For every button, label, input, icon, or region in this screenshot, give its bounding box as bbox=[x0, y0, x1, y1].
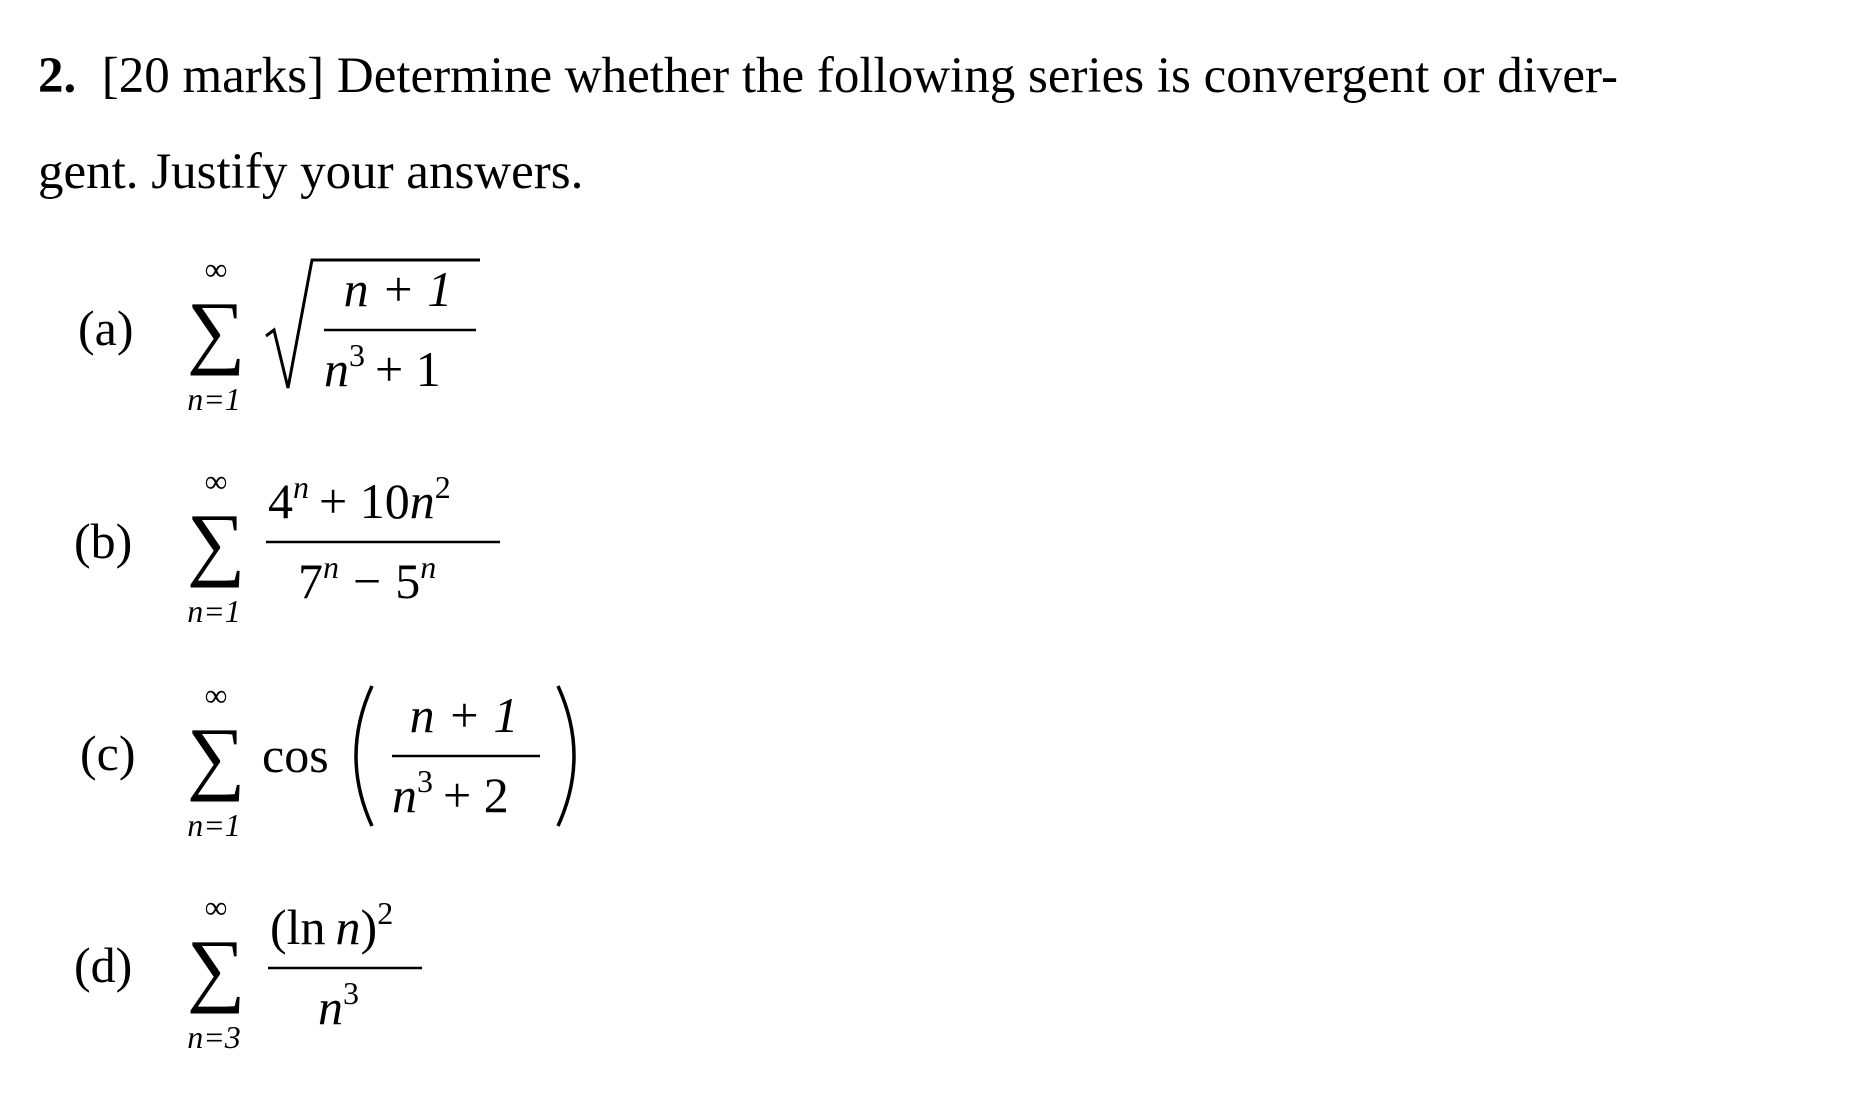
part-c-function-name: cos bbox=[262, 727, 329, 783]
part-a-denominator-base: n bbox=[324, 341, 349, 397]
part-b-label: (b) bbox=[74, 513, 133, 569]
part-c-numerator: n + 1 bbox=[409, 687, 519, 743]
part-c-denominator bbox=[392, 763, 509, 823]
part-c-sum-lower: n=1 bbox=[187, 807, 241, 843]
part-b bbox=[74, 463, 500, 629]
part-a-denominator-exponent: 3 bbox=[349, 337, 365, 373]
part-c-sum-symbol: ∑ bbox=[186, 711, 246, 802]
part-b-sum-symbol: ∑ bbox=[186, 497, 246, 588]
part-b-sum-upper: ∞ bbox=[204, 463, 228, 499]
part-a-denominator bbox=[324, 337, 441, 397]
part-a bbox=[78, 251, 480, 417]
part-a-sum-symbol: ∑ bbox=[186, 285, 246, 376]
part-b-sum-lower: n=1 bbox=[187, 593, 241, 629]
part-c bbox=[80, 677, 574, 843]
part-b-denominator bbox=[298, 549, 436, 609]
part-b-numerator-exponent-1: n bbox=[293, 469, 309, 505]
part-d-numerator bbox=[270, 895, 393, 955]
part-c-right-parenthesis bbox=[558, 686, 574, 826]
question-prompt-line-2: gent. Justify your answers. bbox=[38, 144, 584, 200]
part-b-denominator-exponent-2: n bbox=[420, 549, 437, 585]
part-b-numerator-base-2: n bbox=[409, 473, 435, 529]
part-d-sum-upper: ∞ bbox=[204, 889, 228, 925]
part-c-sum-upper: ∞ bbox=[204, 677, 228, 713]
part-b-denominator-base-2: 5 bbox=[395, 553, 421, 609]
part-b-denominator-middle: − bbox=[353, 553, 382, 609]
part-d bbox=[74, 889, 422, 1055]
part-c-label: (c) bbox=[80, 725, 136, 781]
part-c-denominator-base: n bbox=[392, 767, 417, 823]
part-c-denominator-rest: + 2 bbox=[443, 767, 509, 823]
part-c-left-parenthesis bbox=[356, 686, 372, 826]
part-d-numerator-open: (ln bbox=[270, 899, 326, 955]
part-d-denominator-base: n bbox=[318, 979, 343, 1035]
part-d-numerator-close: ) bbox=[360, 899, 378, 955]
part-d-sum-symbol: ∑ bbox=[186, 923, 246, 1014]
part-a-sum-upper: ∞ bbox=[204, 251, 228, 287]
question-marks: [20 marks] bbox=[101, 48, 325, 104]
part-b-denominator-exponent-1: n bbox=[323, 549, 339, 585]
question-prompt-line-1: Determine whether the following series is convergent or diver- bbox=[336, 48, 1618, 104]
part-c-denominator-exponent: 3 bbox=[417, 763, 433, 799]
part-a-sum-lower: n=1 bbox=[187, 381, 241, 417]
part-b-numerator-base-1: 4 bbox=[268, 473, 293, 529]
part-a-numerator: n + 1 bbox=[343, 261, 453, 317]
part-b-numerator bbox=[268, 469, 451, 529]
part-d-label: (d) bbox=[74, 937, 133, 993]
part-b-numerator-middle: + 10 bbox=[319, 473, 410, 529]
part-a-label: (a) bbox=[78, 300, 134, 356]
part-d-sum-lower: n=3 bbox=[187, 1019, 241, 1055]
part-a-denominator-rest: + 1 bbox=[375, 341, 441, 397]
part-d-denominator-exponent: 3 bbox=[343, 975, 359, 1011]
part-b-numerator-exponent-2: 2 bbox=[434, 469, 451, 505]
part-d-denominator bbox=[318, 975, 359, 1035]
part-d-numerator-variable: n bbox=[335, 899, 361, 955]
question-number: 2. bbox=[38, 48, 77, 104]
part-d-numerator-exponent: 2 bbox=[377, 895, 394, 931]
part-b-denominator-base-1: 7 bbox=[298, 553, 323, 609]
